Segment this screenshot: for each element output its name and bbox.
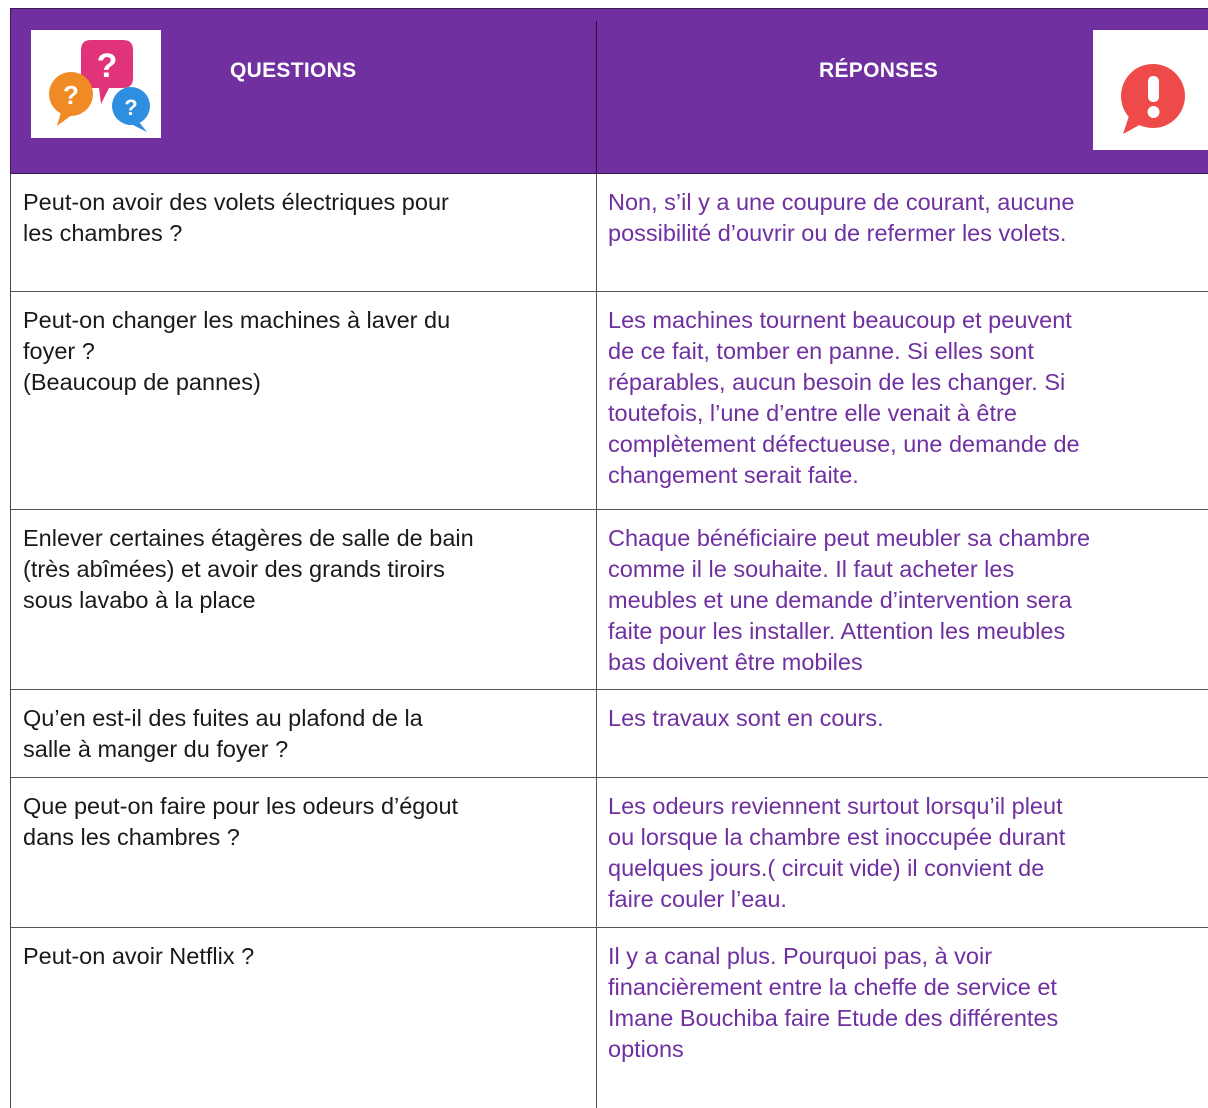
column-divider [596,174,597,291]
column-divider [596,928,597,1108]
question-cell: Peut-on changer les machines à laver du foyer ? (Beaucoup de pannes) [23,307,451,395]
question-cell: Peut-on avoir Netflix ? [23,943,255,969]
answer-cell: Les travaux sont en cours. [608,705,884,731]
question-cell: Enlever certaines étagères de salle de bain (très abîmées) et avoir des grands tiroirs sous lavabo à la place [23,525,474,613]
questions-header: QUESTIONS [230,59,357,82]
table-row [10,510,1208,690]
svg-text:?: ? [96,47,118,85]
answer-cell: Non, s’il y a une coupure de courant, aucune possibilité d’ouvrir ou de refermer les volets. [608,189,1075,246]
answer-cell: Chaque bénéficiaire peut meubler sa chambre comme il le souhaite. Il faut acheter les meubles et une demande d’intervention sera faite pour les installer. Attention les meubles bas doivent être mobiles [608,525,1091,675]
faq-table [10,8,1208,1062]
answers-logo [1093,30,1208,150]
column-divider [596,690,597,777]
table-row [10,292,1208,510]
table-header [10,8,1208,174]
answer-cell: Il y a canal plus. Pourquoi pas, à voir financièrement entre la cheffe de service et Imane Bouchiba faire Etude des différentes options [608,943,1059,1062]
svg-text:?: ? [63,80,79,110]
questions-logo [31,30,161,138]
table-row [10,690,1208,778]
answer-cell: Les machines tournent beaucoup et peuvent de ce fait, tomber en panne. Si elles sont réparables, aucun besoin de les changer. Si toutefois, l’une d’entre elle venait à être complètement défectueuse, une demande de changement serait faite. [608,307,1080,488]
question-cell: Qu’en est-il des fuites au plafond de la salle à manger du foyer ? [23,705,423,762]
column-divider [596,292,597,509]
question-cell: Peut-on avoir des volets électriques pour les chambres ? [23,189,449,246]
exclamation-bubble-icon [1093,30,1208,150]
answer-cell: Les odeurs reviennent surtout lorsqu’il pleut ou lorsque la chambre est inoccupée durant quelques jours.( circuit vide) il convient de faire couler l’eau. [608,793,1066,912]
table-row [10,928,1208,1108]
header-divider [596,21,597,173]
table-row [10,174,1208,292]
speech-bubbles-question-icon [31,30,161,138]
svg-text:?: ? [124,95,138,120]
table-row [10,778,1208,928]
question-cell: Que peut-on faire pour les odeurs d’égout dans les chambres ? [23,793,459,850]
column-divider [596,510,597,689]
answers-header: RÉPONSES [819,59,939,82]
column-divider [596,778,597,927]
